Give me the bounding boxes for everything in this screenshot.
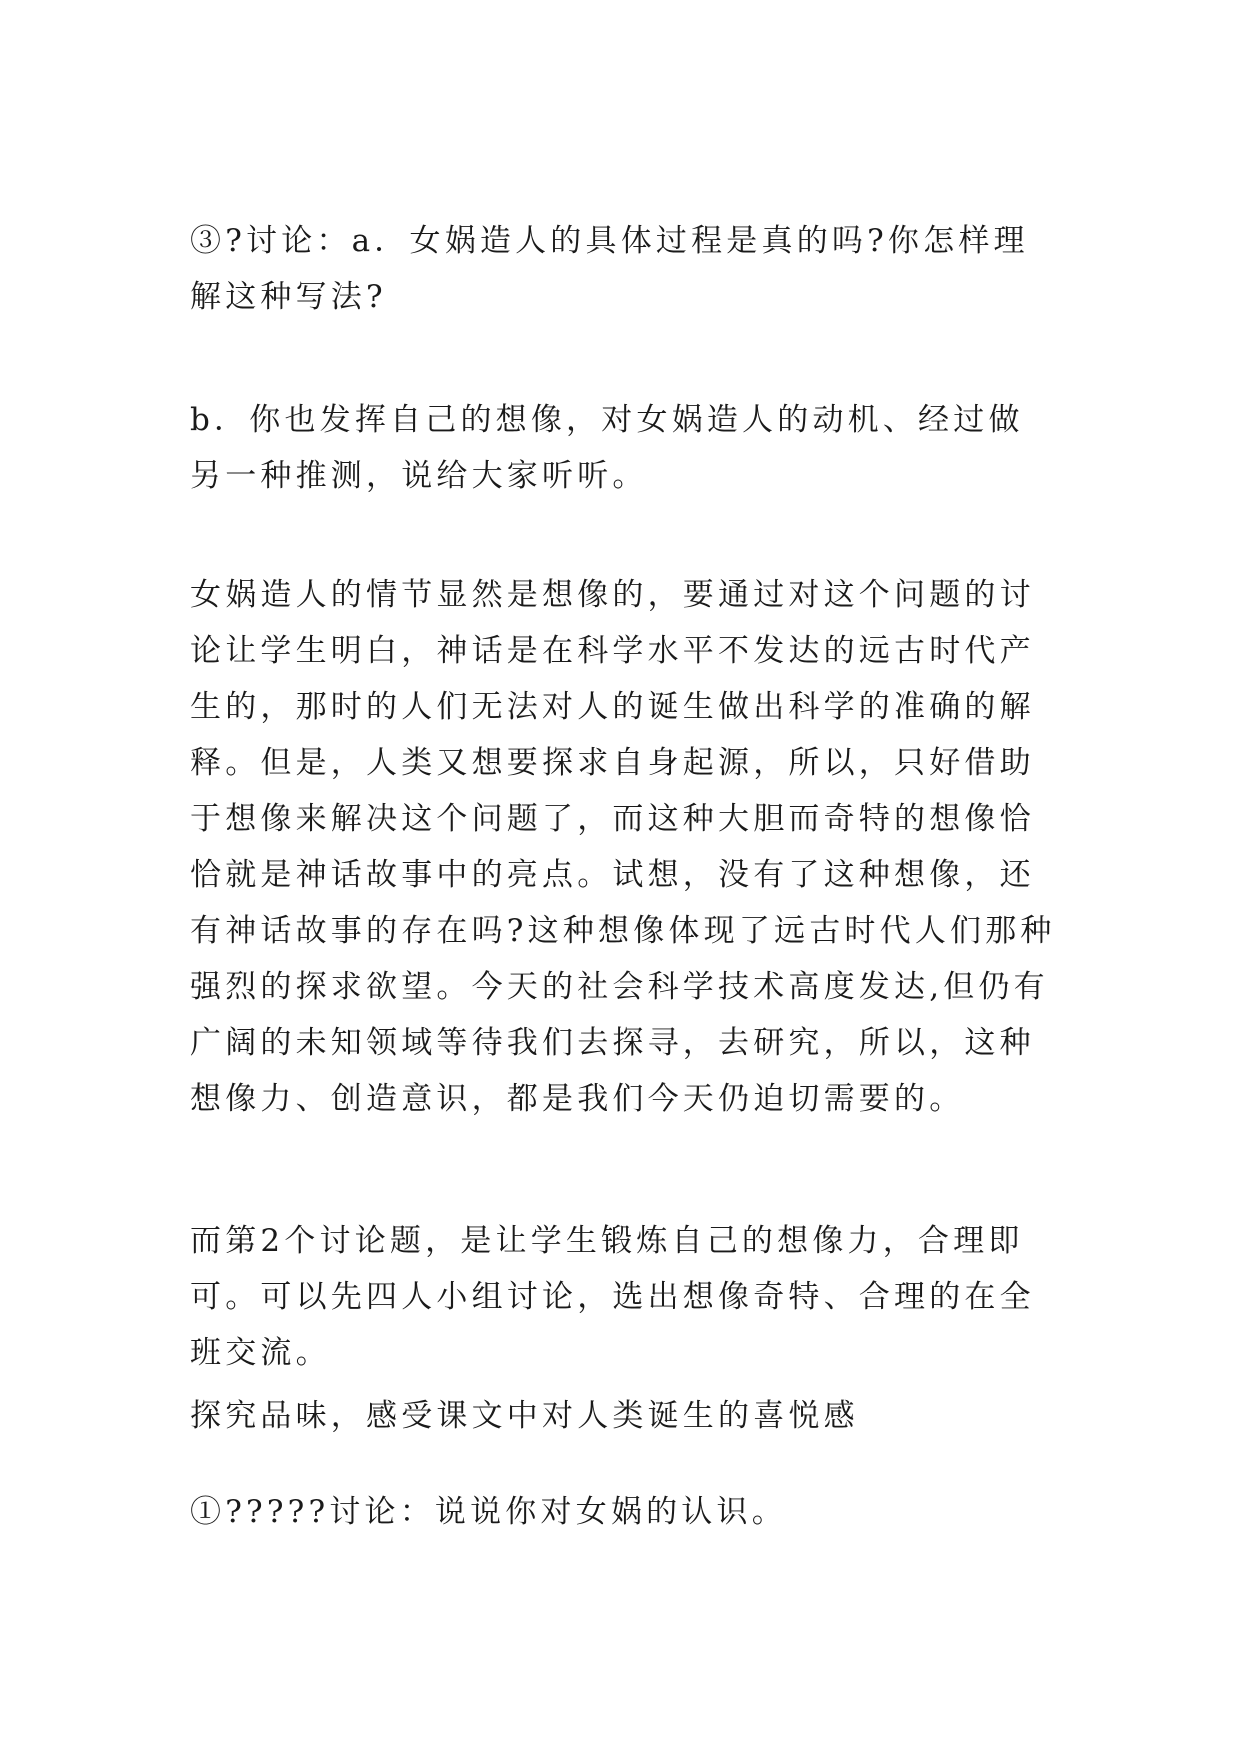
- paragraph-second-topic: 而第2个讨论题，是让学生锻炼自己的想像力，合理即可。可以先四人小组讨论，选出想像奇特、合理的在全班交流。: [190, 1223, 1035, 1371]
- paragraph-discussion-b: b．你也发挥自己的想像，对女娲造人的动机、经过做另一种推测，说给大家听听。: [190, 402, 1024, 494]
- paragraph-discussion-3: ③?讨论：a．女娲造人的具体过程是真的吗?你怎样理解这种写法?: [190, 223, 1029, 315]
- paragraph-explanation: 女娲造人的情节显然是想像的，要通过对这个问题的讨论让学生明白，神话是在科学水平不发达的远古时代产生的，那时的人们无法对人的诞生做出科学的准确的解释。但是，人类又想要探求自身起源，所以，只好借助于想像来解决这个问题了，而这种大胆而奇特的想像恰恰就是神话故事中的亮点。试想，没有了这种想像，还有神话故事的存在吗?这种想像体现了远古时代人们那种强烈的探求欲望。今天的社会科学技术高度发达,但仍有广阔的未知领域等待我们去探寻，去研究，所以，这种想像力、创造意识，都是我们今天仍迫切需要的。: [190, 577, 1056, 1117]
- section-heading: 探究品味，感受课文中对人类诞生的喜悦感: [190, 1398, 859, 1434]
- paragraph-discussion-1: ①?????讨论：说说你对女娲的认识。: [190, 1494, 787, 1530]
